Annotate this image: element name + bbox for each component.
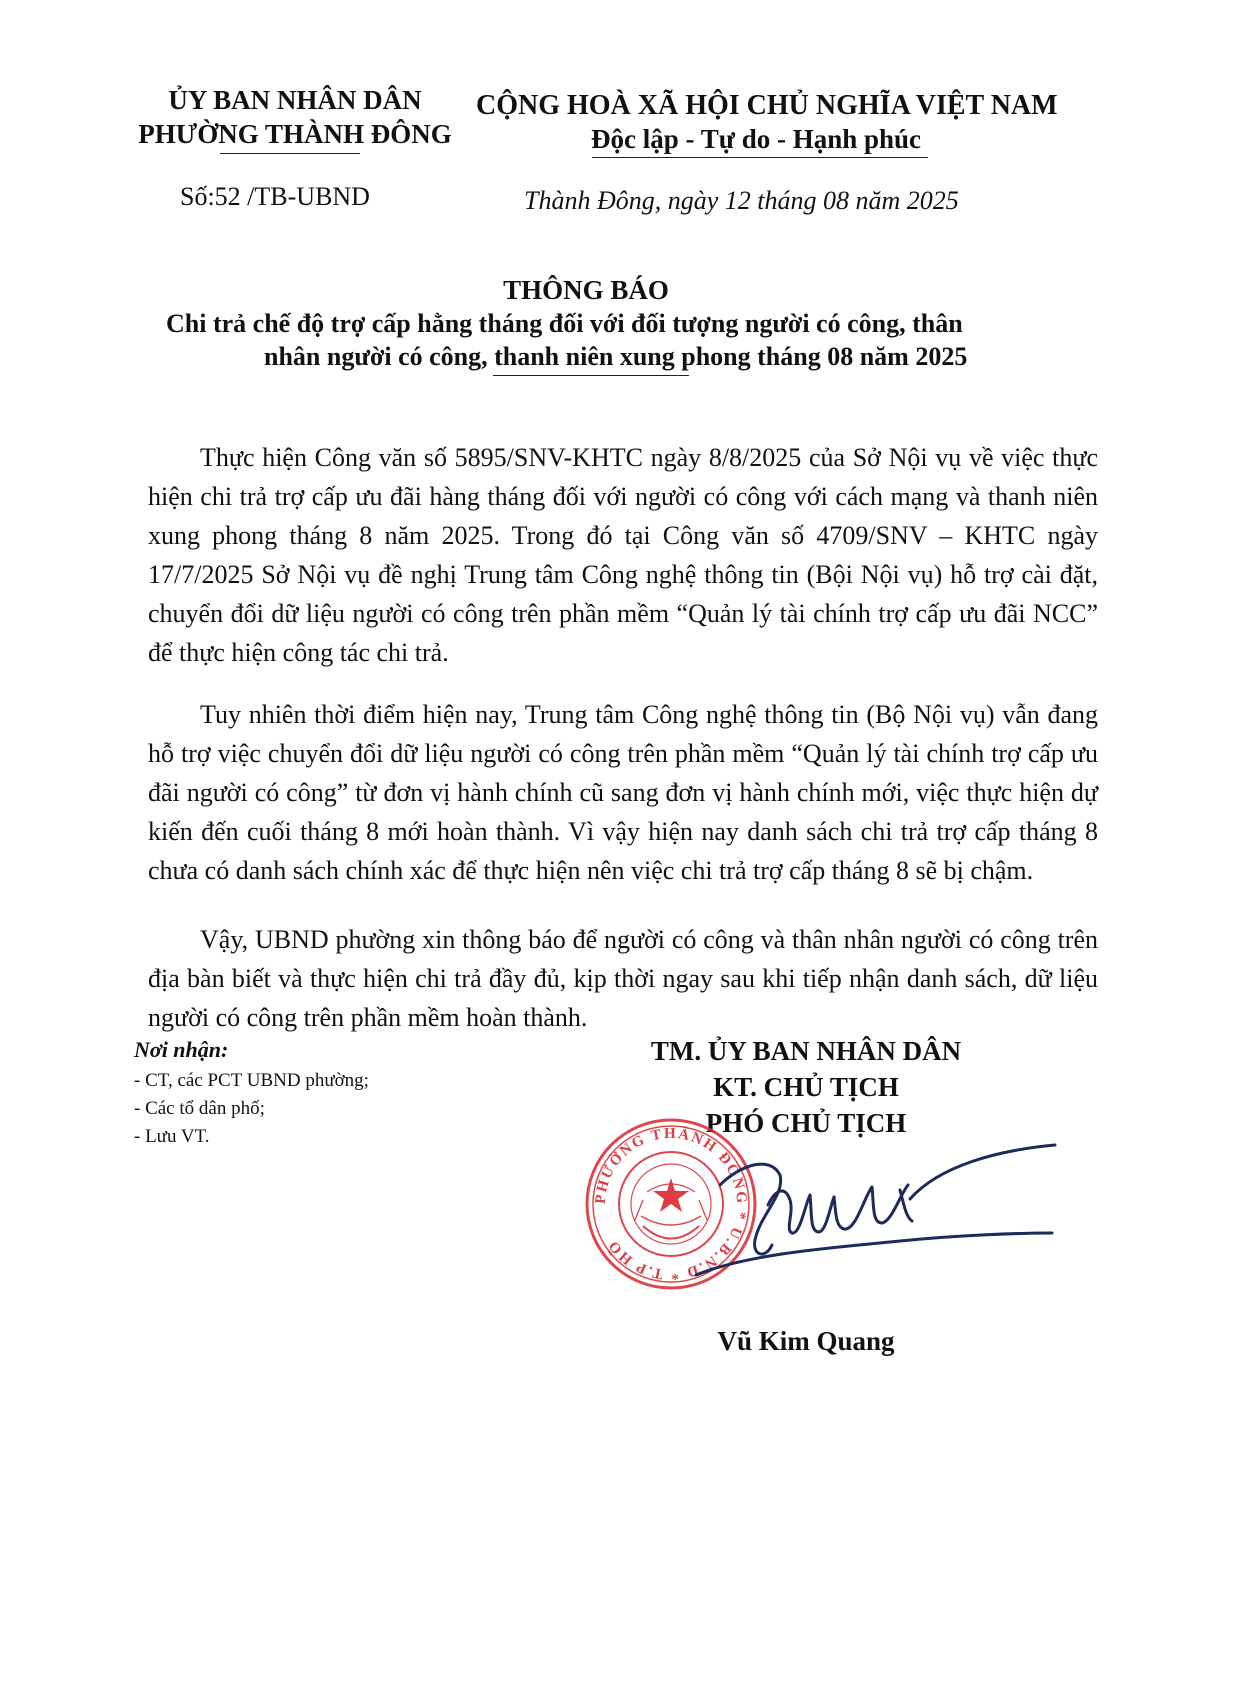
document-title: THÔNG BÁO [503, 275, 669, 305]
recipient-item: - Lưu VT. [134, 1126, 210, 1147]
document-number: Số:52 /TB-UBND [180, 182, 370, 211]
body-paragraph-3: Vậy, UBND phường xin thông báo để người có công và thân nhân người có công trên địa bàn biết và thực hiện chi trả đầy đủ, kịp thời ngay sau khi tiếp nhận danh sách, dữ liệu người có công trên phần mềm hoàn thành. [148, 925, 1098, 1032]
document-subtitle-line2: nhân người có công, thanh niên xung phong tháng 08 năm 2025 [264, 342, 968, 371]
document-subtitle-line1: Chi trả chế độ trợ cấp hằng tháng đối với đối tượng người có công, thân [166, 309, 963, 338]
signer-name: Vũ Kim Quang [717, 1326, 895, 1356]
recipients-heading: Nơi nhận: [134, 1037, 229, 1062]
national-title: CỘNG HOÀ XÃ HỘI CHỦ NGHĨA VIỆT NAM [476, 90, 1058, 121]
signature-role: KT. CHỦ TỊCH [713, 1072, 899, 1102]
issuer-underline [220, 153, 360, 154]
document-date: Thành Đông, ngày 12 tháng 08 năm 2025 [524, 186, 959, 215]
issuer-line2: PHƯỜNG THÀNH ĐÔNG [138, 119, 452, 149]
motto-underline [592, 157, 928, 158]
issuer-line1: ỦY BAN NHÂN DÂN [168, 85, 422, 115]
recipient-item: - CT, các PCT UBND phường; [134, 1070, 369, 1091]
body-paragraph-1: Thực hiện Công văn số 5895/SNV-KHTC ngày 8/8/2025 của Sở Nội vụ về việc thực hiện chi trả trợ cấp ưu đãi hàng tháng đối với người có công với cách mạng và thanh niên xung phong tháng 8 năm 2025. Trong đó tại Công văn số 4709/SNV – KHTC ngày 17/7/2025 Sở Nội vụ đề nghị Trung tâm Công nghệ thông tin (Bội Nội vụ) hỗ trợ cài đặt, chuyển đổi dữ liệu người có công trên phần mềm “Quản lý tài chính trợ cấp ưu đãi NCC” để thực hiện công tác chi trả. [148, 443, 1098, 667]
handwritten-signature [660, 1135, 1070, 1295]
national-motto: Độc lập - Tự do - Hạnh phúc [591, 124, 922, 154]
recipient-item: - Các tổ dân phố; [134, 1098, 265, 1119]
signature-org: TM. ỦY BAN NHÂN DÂN [650, 1036, 962, 1066]
svg-text:PHƯỜNG THÀNH ĐÔNG * U.B.N.D *: PHƯỜNG THÀNH ĐÔNG * U.B.N.D * T.P HỒ [592, 1125, 750, 1283]
body-paragraph-2: Tuy nhiên thời điểm hiện nay, Trung tâm Công nghệ thông tin (Bộ Nội vụ) vẫn đang hỗ trợ việc chuyển đổi dữ liệu người có công trên phần mềm “Quản lý tài chính trợ cấp ưu đãi người có công” từ đơn vị hành chính cũ sang đơn vị hành chính mới, việc thực hiện dự kiến đến cuối tháng 8 mới hoàn thành. Vì vậy hiện nay danh sách chi trả trợ cấp tháng 8 chưa có danh sách chính xác để thực hiện nên việc chi trả trợ cấp tháng 8 sẽ bị chậm. [148, 700, 1098, 885]
subtitle-underline [493, 375, 689, 376]
signature-title: PHÓ CHỦ TỊCH [705, 1108, 907, 1138]
